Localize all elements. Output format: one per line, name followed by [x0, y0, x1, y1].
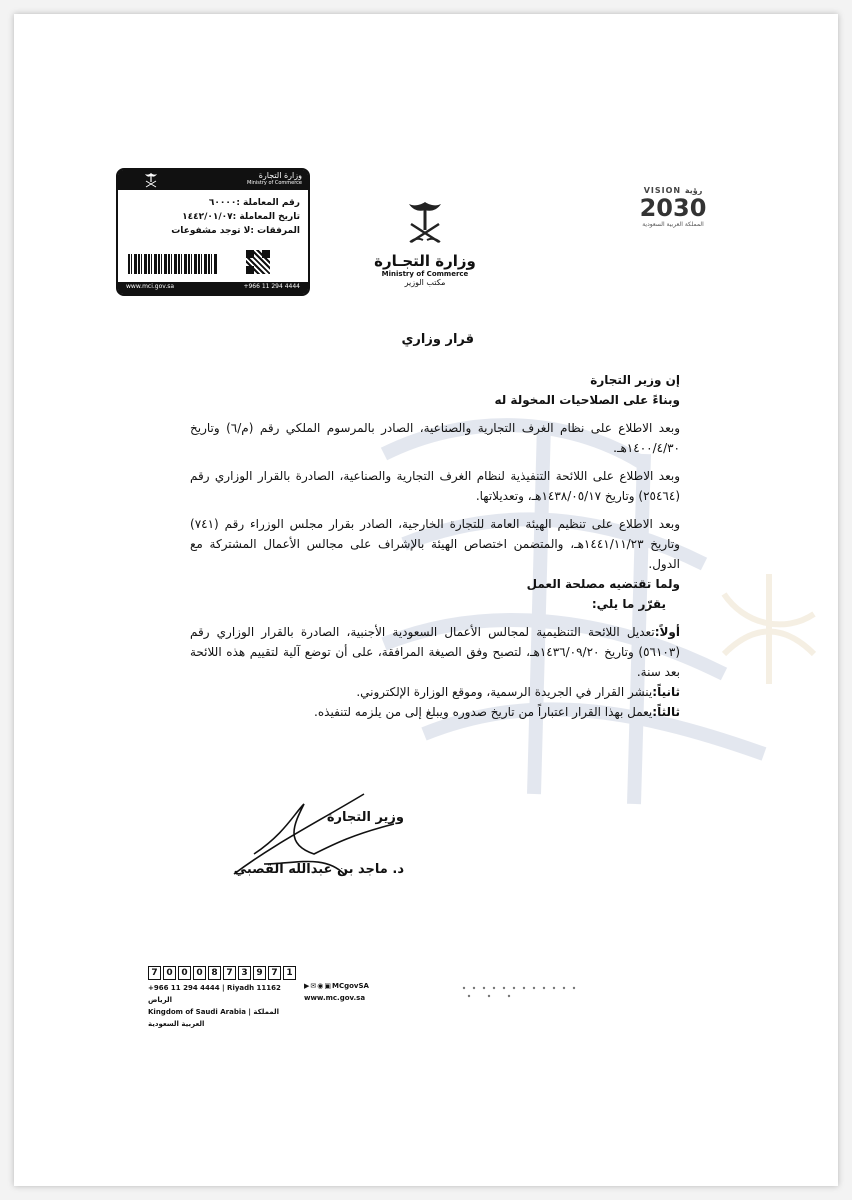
item-2-label: ثانياً:: [652, 685, 680, 699]
signatory-name: د. ماجد بن عبدالله القصبي: [233, 862, 404, 877]
qr-code: [246, 250, 270, 274]
social-handle: MCgovSA: [331, 982, 369, 990]
stamp-attachments: المرفقات :لا توجد مشفوعات: [171, 226, 300, 236]
document-page: [14, 14, 838, 1186]
vision-number: 2030: [639, 194, 707, 222]
footer-website: www.mc.gov.sa: [304, 994, 366, 1002]
stamp-header: [118, 170, 308, 190]
digit-box: 0: [163, 966, 176, 980]
transaction-stamp: [116, 168, 310, 296]
item-3-label: ثالثاً:: [652, 705, 680, 719]
footer-contact: +966 11 294 4444 | Riyadh 11162 الرياض: [148, 984, 281, 1004]
stamp-body: [130, 196, 300, 238]
vision-2030-logo: [628, 186, 718, 246]
digit-box: 7: [268, 966, 281, 980]
document-title: قرار وزاري: [401, 332, 474, 347]
digit-box: 7: [223, 966, 236, 980]
stamp-transaction-date: تاريخ المعاملة :١٤٤٢/٠١/٠٧: [182, 212, 300, 222]
decorative-dots: [454, 982, 614, 1002]
saudi-emblem-icon: [405, 200, 445, 246]
decision-item-1: [190, 622, 680, 682]
emblem-icon: [144, 172, 158, 188]
stamp-header-en: Ministry of Commerce: [247, 180, 302, 186]
paragraph-executive-regulation: وبعد الاطلاع على اللائحة التنفيذية لنظام الغرف التجارية والصناعية، الصادرة بالقرار الوزاري رقم (٢٥٤٦٤) وتاريخ ١٤٣٨/٠٥/١٧هـ، وتعديلاتها.: [190, 469, 680, 503]
minister-office: مكتب الوزير: [404, 278, 446, 287]
digit-box: 0: [178, 966, 191, 980]
authority-line: وبناءً على الصلاحيات المخولة له: [494, 393, 680, 407]
digit-box: 3: [238, 966, 251, 980]
decision-item-2: [190, 682, 680, 702]
digit-box: 8: [208, 966, 221, 980]
opening-line: إن وزير التجارة: [590, 373, 680, 387]
item-1-label: أولاً:: [654, 625, 680, 639]
footer-country: Kingdom of Saudi Arabia | المملكة العربية السعودية: [148, 1008, 280, 1028]
item-2-text: ينشر القرار في الجريدة الرسمية، وموقع الوزارة الإلكتروني.: [356, 685, 653, 699]
document-body: [190, 370, 680, 722]
vision-bottom-text: المملكة العربية السعودية: [642, 221, 704, 228]
signatory-title: وزير التجارة: [326, 810, 404, 825]
paragraph-chambers-law: وبعد الاطلاع على نظام الغرف التجارية والصناعية، الصادر بالمرسوم الملكي رقم (م/٦) وتاريخ ١٤٠٠/٤/٣٠هـ.: [190, 421, 680, 455]
handwritten-signature: [194, 784, 414, 894]
digit-box: 9: [253, 966, 266, 980]
digit-box: 1: [283, 966, 296, 980]
footer-social: [304, 980, 444, 992]
social-icons: ▶✉◉▣: [304, 982, 332, 990]
ministry-name-ar: وزارة التجـارة: [374, 252, 476, 270]
footer-address: [148, 982, 288, 1030]
footer-online: [304, 980, 444, 1004]
stamp-footer: [118, 282, 308, 294]
decides-line: يقرّر ما يلي:: [591, 597, 666, 611]
ministry-logo: [350, 200, 500, 287]
stamp-header-ar: وزارة التجارة: [258, 171, 302, 180]
stamp-transaction-number: رقم المعاملة :٦٠٠٠٠: [208, 198, 300, 208]
item-3-text: يعمل بهذا القرار اعتباراً من تاريخ صدوره ويبلغ إلى من يلزمه لتنفيذه.: [314, 705, 653, 719]
paragraph-foreign-trade-authority: وبعد الاطلاع على تنظيم الهيئة العامة للتجارة الخارجية، الصادر بقرار مجلس الوزراء رقم (٧٤١) وتاريخ ١٤٤١/١١/٢٣هـ، والمتضمن اختصاص الهيئة بالإشراف على مجالس الأعمال المشتركة مع الدول.: [190, 517, 680, 571]
vision-top-text: VISION رؤية: [643, 186, 703, 195]
ministry-name-en: Ministry of Commerce: [381, 270, 469, 278]
unified-number-boxes: [148, 966, 296, 980]
work-interest-line: ولما تقتضيه مصلحة العمل: [526, 577, 680, 591]
digit-box: 7: [148, 966, 161, 980]
stamp-website: www.mci.gov.sa: [126, 283, 175, 290]
decision-item-3: [190, 702, 680, 722]
barcode: [128, 254, 218, 274]
signature-block: [194, 784, 414, 894]
stamp-phone: +966 11 294 4444: [243, 283, 300, 290]
item-1-text: تعديل اللائحة التنظيمية لمجالس الأعمال السعودية الأجنبية، الصادرة بالقرار الوزاري رقم (٥٦١٠٣) وتاريخ ١٤٣٦/٠٩/٢٠هـ، لتصبح وفق الصيغة المرافقة، على أن توضع آلية لتقييم هذه اللائحة بعد سنة.: [190, 625, 680, 679]
digit-box: 0: [193, 966, 206, 980]
